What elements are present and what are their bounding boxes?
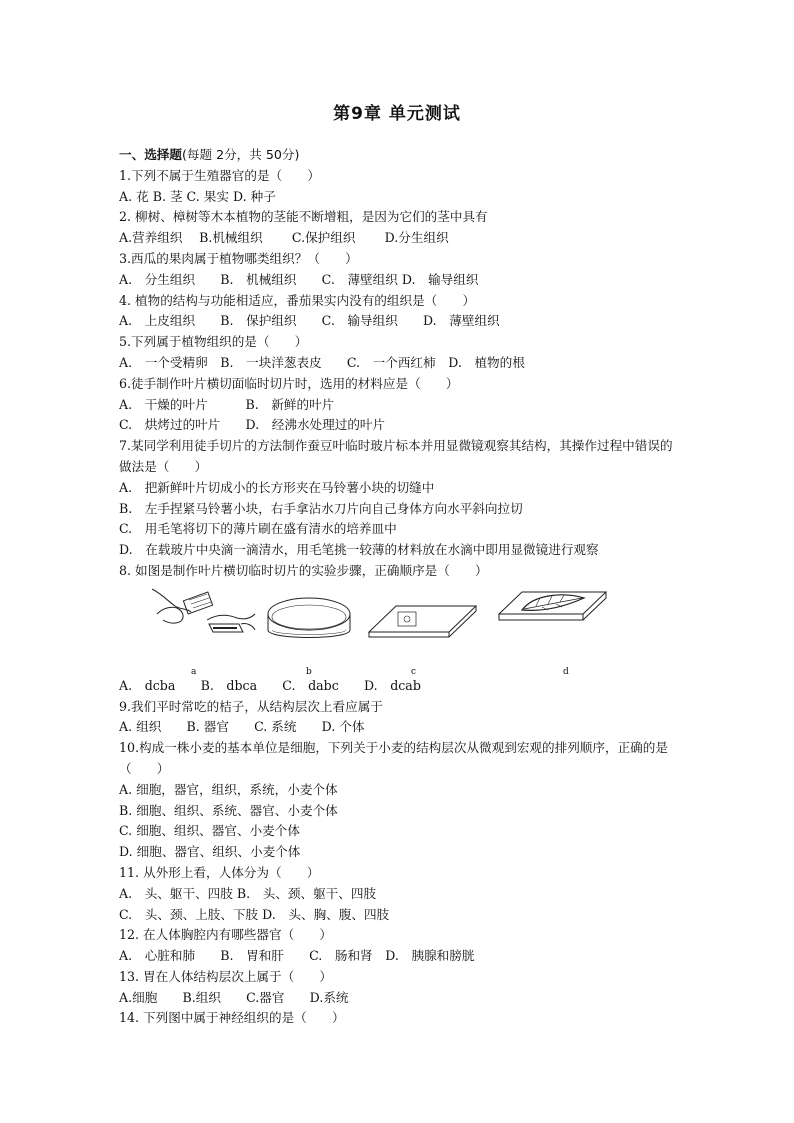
question-1: 1.下列不属于生殖器官的是（ ） (119, 167, 320, 183)
question-5: 5.下列属于植物组织的是（ ） (119, 334, 308, 350)
options-5: A. 一个受精卵 B. 一块洋葱表皮 C. 一个西红柿 D. 植物的根 (119, 354, 525, 370)
options-11a: A. 头、躯干、四肢 B. 头、颈、躯干、四肢 (119, 885, 377, 901)
options-4: A. 上皮组织 B. 保护组织 C. 输导组织 D. 薄壁组织 (119, 313, 500, 329)
option-7d: D. 在载玻片中央滴一滴清水，用毛笔挑一较薄的材料放在水滴中即用显微镜进行观察 (119, 542, 599, 558)
question-9: 9.我们平时常吃的桔子，从结构层次上看应属于 (119, 698, 383, 714)
options-1: A. 花 B. 茎 C. 果实 D. 种子 (119, 188, 276, 204)
options-2: A.营养组织 B.机械组织 C.保护组织 D.分生组织 (119, 230, 449, 246)
question-8: 8. 如图是制作叶片横切临时切片的实验步骤，正确顺序是（ ） (119, 562, 488, 578)
question-10: 10.构成一株小麦的基本单位是细胞，下列关于小麦的结构层次从微观到宏观的排列顺序，正确的是（ ） (119, 740, 668, 776)
question-4: 4. 植物的结构与功能相适应，番茄果实内没有的组织是（ ） (119, 292, 476, 308)
option-7c: C. 用毛笔将切下的薄片刷在盛有清水的培养皿中 (119, 521, 397, 537)
page-title: 第9章 单元测试 (333, 104, 461, 124)
option-10d: D. 细胞、器官、组织、小麦个体 (119, 844, 301, 860)
question-2: 2. 柳树、樟树等木本植物的茎能不断增粗，是因为它们的茎中具有 (119, 209, 488, 225)
section-title: 一、选择题 (119, 147, 182, 162)
option-10c: C. 细胞、组织、器官、小麦个体 (119, 823, 300, 839)
option-10b: B. 细胞、组织、系统、器官、小麦个体 (119, 802, 338, 818)
options-8: A. dcba B. dbca C. dabc D. dcab (119, 677, 421, 693)
question-11: 11. 从外形上看，人体分为（ ） (119, 864, 320, 880)
option-10a: A. 细胞，器官，组织，系统，小麦个体 (119, 781, 338, 797)
step-c-glass-slide-illustration (364, 584, 479, 662)
figure-label-a: a (191, 666, 197, 677)
question-list (119, 145, 679, 1029)
step-a-cutting-illustration (147, 584, 259, 662)
question-6: 6.徒手制作叶片横切面临时切片时，选用的材料应是（ ） (119, 375, 459, 391)
question-13: 13. 胃在人体结构层次上属于（ ） (119, 968, 332, 984)
options-6b: C. 烘烤过的叶片 D. 经沸水处理过的叶片 (119, 417, 386, 433)
figure-label-c: c (411, 666, 417, 677)
experiment-steps-figure (119, 582, 679, 677)
step-b-petri-dish-illustration (264, 584, 354, 662)
section-note: (每题 2分，共 50分) (181, 147, 300, 162)
figure-label-d: d (563, 666, 569, 677)
options-13: A.细胞 B.组织 C.器官 D.系统 (119, 989, 349, 1005)
question-14: 14. 下列图中属于神经组织的是（ ） (119, 1010, 345, 1026)
option-7b: B. 左手捏紧马铃薯小块，右手拿沾水刀片向自己身体方向水平斜向拉切 (119, 500, 523, 516)
option-7a: A. 把新鲜叶片切成小的长方形夹在马铃薯小块的切缝中 (119, 479, 435, 495)
section-heading (119, 145, 679, 166)
figure-label-b: b (306, 666, 312, 677)
question-12: 12. 在人体胸腔内有哪些器官（ ） (119, 927, 332, 943)
options-3: A. 分生组织 B. 机械组织 C. 薄壁组织 D. 输导组织 (119, 271, 479, 287)
options-9: A. 组织 B. 器官 C. 系统 D. 个体 (119, 719, 365, 735)
options-12: A. 心脏和肺 B. 胃和肝 C. 肠和肾 D. 胰腺和膀胱 (119, 948, 475, 964)
options-11b: C. 头、颈、上肢、下肢 D. 头、胸、腹、四肢 (119, 906, 390, 922)
question-3: 3.西瓜的果肉属于植物哪类组织？（ ） (119, 250, 358, 266)
options-6a: A. 干燥的叶片 B. 新鲜的叶片 (119, 396, 335, 412)
question-7: 7.某同学利用徒手切片的方法制作蚕豆叶临时玻片标本并用显微镜观察其结构，其操作过程中错误的做法是（ ） (119, 438, 673, 474)
step-d-leaf-on-board-illustration (494, 584, 609, 662)
